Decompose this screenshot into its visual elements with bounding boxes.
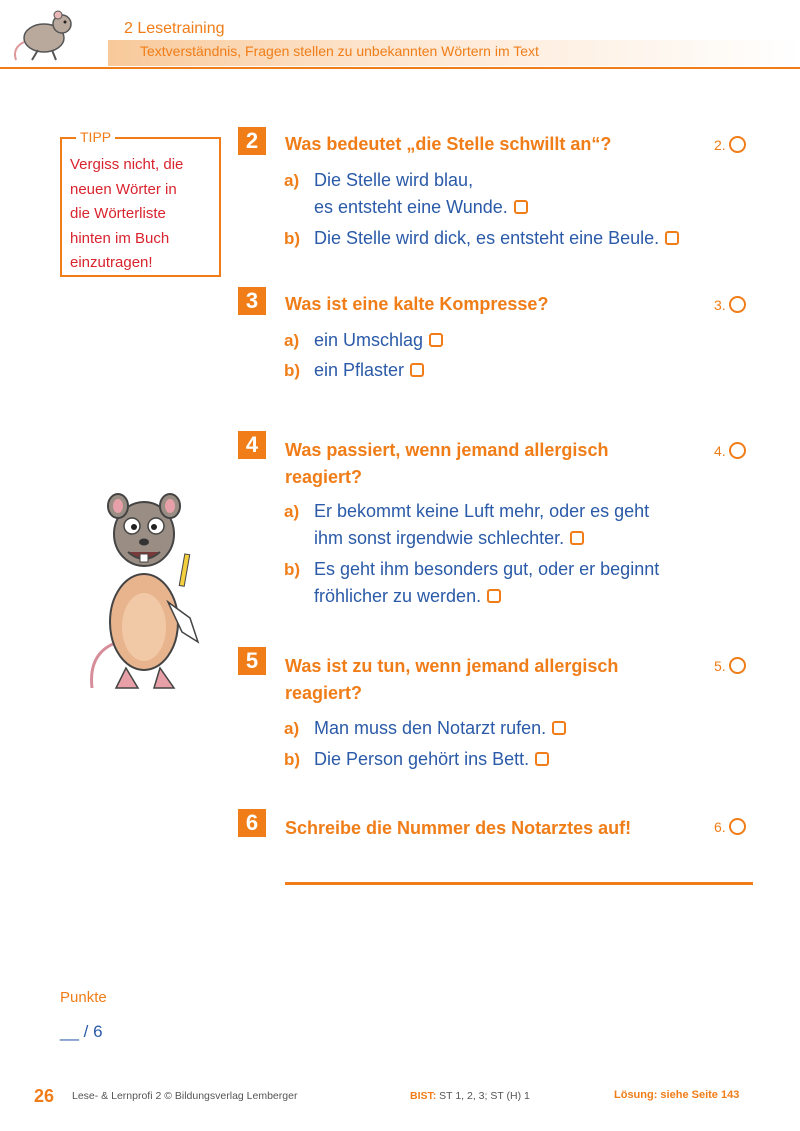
checkbox-icon[interactable] [665,231,679,245]
option-label: b) [284,229,301,248]
checkbox-icon[interactable] [410,363,424,377]
rat-logo-icon [8,2,80,64]
question-number-6: 6 [238,809,266,837]
bist-note: BIST: ST 1, 2, 3; ST (H) 1 [410,1090,530,1102]
option-label: a) [284,331,300,350]
score-circle-icon[interactable] [729,296,746,313]
option-label: b) [284,750,301,769]
option-text: Die Stelle wird blau, es entsteht eine Wunde. [314,167,528,221]
score-4: 4. [714,442,746,459]
question-text-5: Was ist zu tun, wenn jemand allergisch reagiert? [285,656,619,703]
score-6: 6. [714,818,746,835]
tip-title: TIPP [76,129,115,145]
score-circle-icon[interactable] [729,442,746,459]
page-number: 26 [34,1086,55,1106]
checkbox-icon[interactable] [487,589,501,603]
tip-box [60,129,221,277]
question-text-6: Schreibe die Nummer des Notarztes auf! [285,818,632,838]
question-text-3: Was ist eine kalte Kompresse? [285,294,549,314]
score-5: 5. [714,657,746,674]
option-label: b) [284,361,301,380]
question-text-4: Was passiert, wenn jemand allergisch reagiert? [285,440,609,487]
option-text: Die Person gehört ins Bett. [314,746,549,773]
option-label: a) [284,171,300,190]
option-text: Er bekommt keine Luft mehr, oder es geht ihm sonst irgendwie schlechter. [314,501,650,548]
checkbox-icon[interactable] [570,531,584,545]
chapter-topic: Textverständnis, Fragen stellen zu unbekannten Wörtern im Text [140,43,539,59]
checkbox-icon[interactable] [514,200,528,214]
option-text: Es geht ihm besonders gut, oder er beginnt fröhlicher zu werden. [314,559,660,606]
question-text-2: Was bedeutet „die Stelle schwillt an“? [285,134,612,154]
answer-line[interactable] [285,882,753,885]
option-text: Man muss den Notarzt rufen. [314,715,566,742]
score-circle-icon[interactable] [729,136,746,153]
question-number-5: 5 [238,647,266,675]
checkbox-icon[interactable] [429,333,443,347]
publisher-note: Lese- & Lernprofi 2 © Bildungsverlag Lemberger [72,1090,298,1102]
question-number-3: 3 [238,287,266,315]
score-2: 2. [714,136,746,153]
tip-line: die Wörterliste [70,205,166,222]
tip-line: einzutragen! [70,254,153,271]
solution-note: Lösung: siehe Seite 143 [614,1089,740,1101]
chapter-title: 2 Lesetraining [124,20,225,37]
question-number-4: 4 [238,431,266,459]
option-text: ein Pflaster [314,357,424,384]
option-label: a) [284,502,300,521]
points-value[interactable]: __ / 6 [60,1022,103,1041]
option-label: b) [284,560,301,579]
header-divider [0,67,800,69]
question-number-2: 2 [238,127,266,155]
checkbox-icon[interactable] [552,721,566,735]
tip-line: neuen Wörter in [70,180,177,198]
option-text: Die Stelle wird dick, es entsteht eine Beule. [314,225,679,252]
tip-line: hinten im Buch [70,229,170,247]
score-3: 3. [714,296,746,313]
option-label: a) [284,719,300,738]
checkbox-icon[interactable] [535,752,549,766]
score-circle-icon[interactable] [729,657,746,674]
score-circle-icon[interactable] [729,818,746,835]
option-text: ein Umschlag [314,327,443,354]
rat-illustration [78,492,210,692]
points-label: Punkte [60,989,107,1006]
tip-line: Vergiss nicht, die [70,156,184,173]
